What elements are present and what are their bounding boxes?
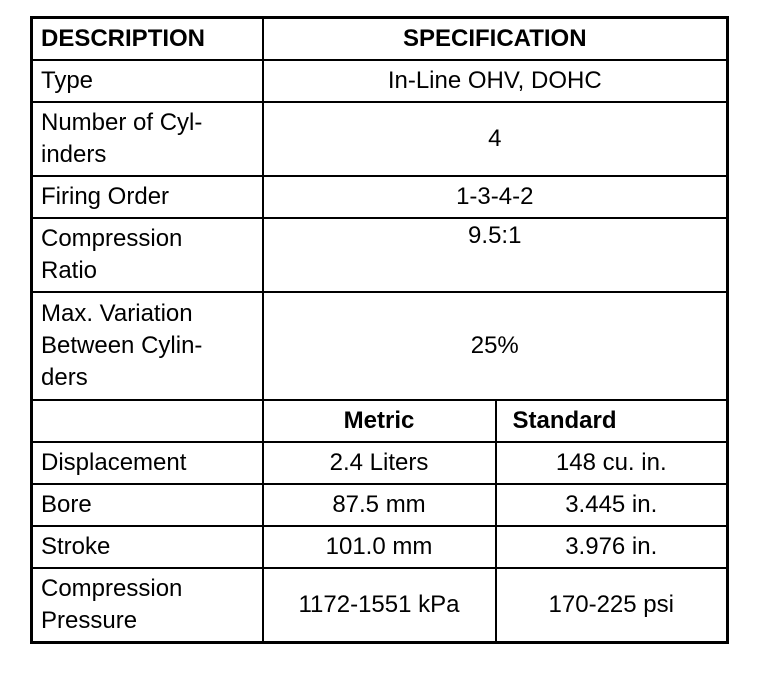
metric-header: Metric xyxy=(263,400,496,442)
standard-value: 148 cu. in. xyxy=(496,442,728,484)
row-label: Number of Cyl- inders xyxy=(32,102,263,176)
row-value: 25% xyxy=(263,292,728,400)
standard-value: 3.976 in. xyxy=(496,526,728,568)
table-row xyxy=(32,176,728,218)
table-row xyxy=(32,568,728,643)
table-row xyxy=(32,484,728,526)
specification-header: SPECIFICATION xyxy=(263,18,728,61)
table-row xyxy=(32,60,728,102)
row-value: In-Line OHV, DOHC xyxy=(263,60,728,102)
table-row xyxy=(32,526,728,568)
unit-subheader-row xyxy=(32,400,728,442)
table-row xyxy=(32,442,728,484)
row-label: Type xyxy=(32,60,263,102)
metric-value: 2.4 Liters xyxy=(263,442,496,484)
table-row xyxy=(32,292,728,400)
metric-value: 1172-1551 kPa xyxy=(263,568,496,643)
row-label: Stroke xyxy=(32,526,263,568)
row-value: 4 xyxy=(263,102,728,176)
metric-value: 87.5 mm xyxy=(263,484,496,526)
standard-header: Standard xyxy=(496,400,728,442)
row-label: Compression Pressure xyxy=(32,568,263,643)
table-row xyxy=(32,102,728,176)
row-label: Bore xyxy=(32,484,263,526)
table-row xyxy=(32,218,728,292)
standard-value: 3.445 in. xyxy=(496,484,728,526)
row-label: Max. Variation Between Cylin- ders xyxy=(32,292,263,400)
row-label: Firing Order xyxy=(32,176,263,218)
row-value: 9.5:1 xyxy=(263,218,728,292)
empty-cell xyxy=(32,400,263,442)
metric-value: 101.0 mm xyxy=(263,526,496,568)
engine-spec-table xyxy=(30,16,729,644)
row-value: 1-3-4-2 xyxy=(263,176,728,218)
standard-value: 170-225 psi xyxy=(496,568,728,643)
row-label: Compression Ratio xyxy=(32,218,263,292)
row-label: Displacement xyxy=(32,442,263,484)
description-header: DESCRIPTION xyxy=(32,18,263,61)
table-header-row xyxy=(32,18,728,61)
